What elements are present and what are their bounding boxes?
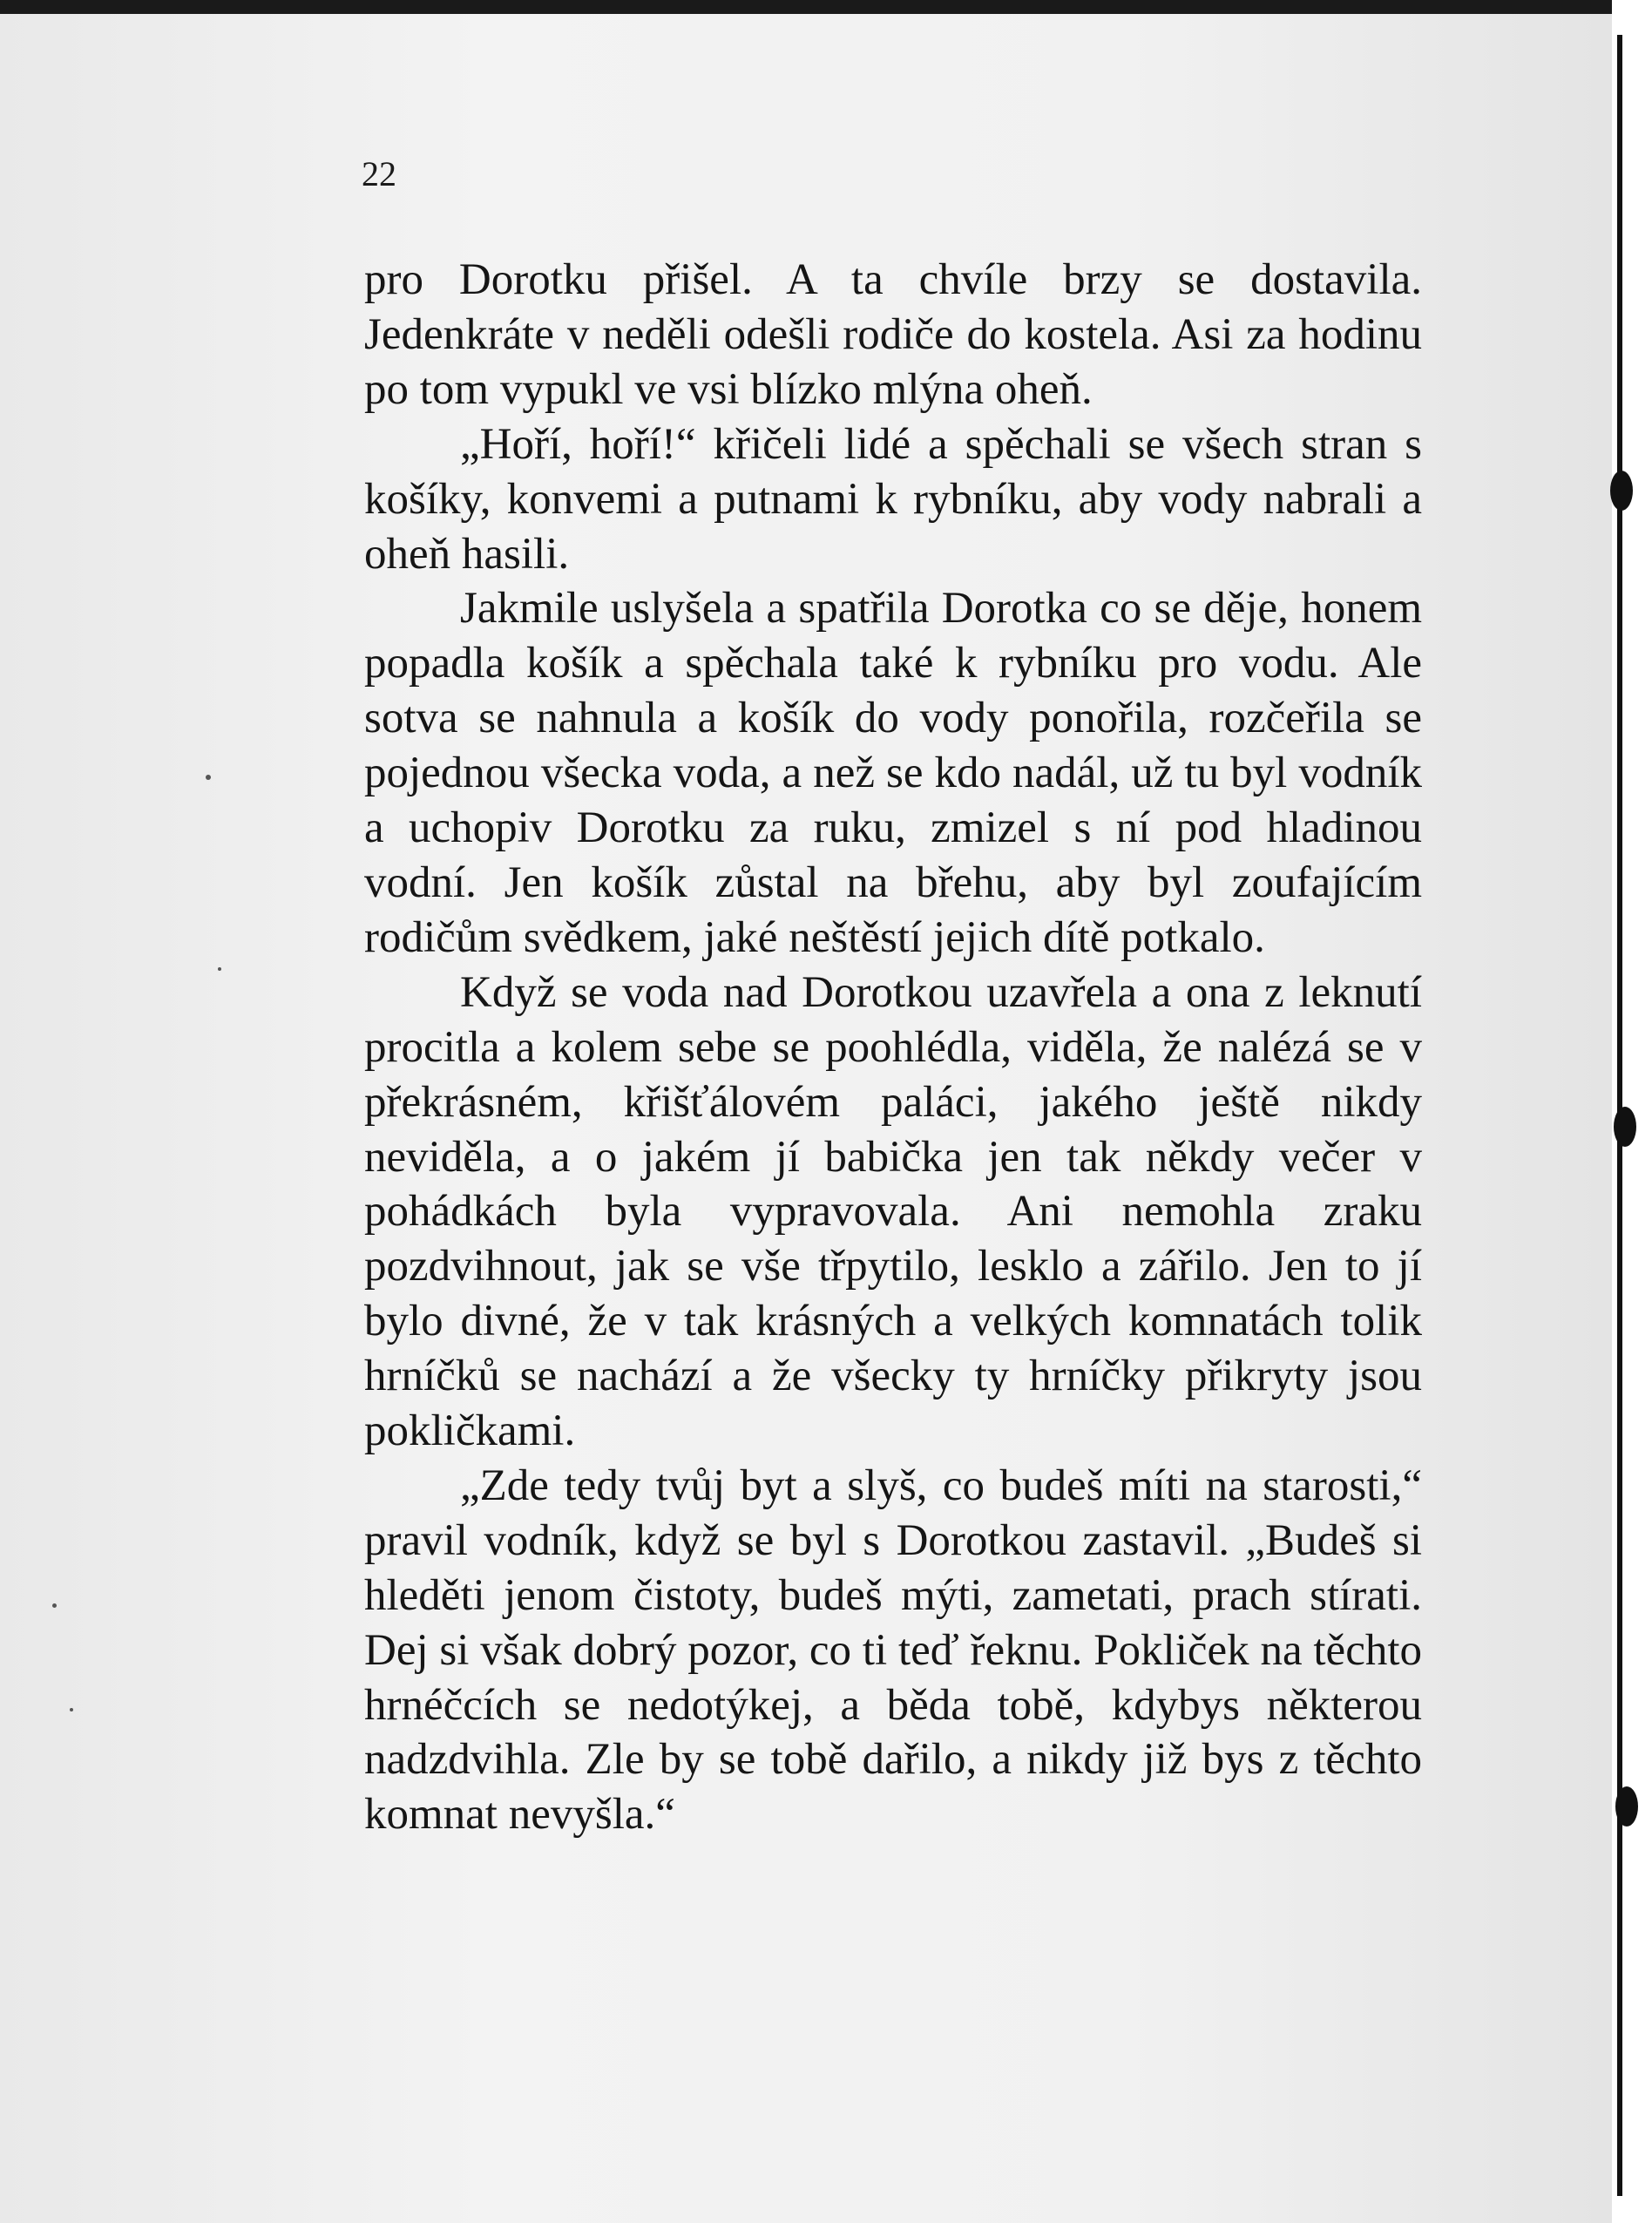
page-number: 22 xyxy=(362,154,396,193)
scan-speck xyxy=(218,967,221,971)
paragraph: „Zde tedy tvůj byt a slyš, co budeš míti na starosti,“ pravil vodník, když se byl s Dorotkou zastavil. „Budeš si hleděti jenom čistoty, budeš mýti, zametati, prach stírati. Dej si však dobrý pozor, co ti teď řeknu. Pokliček na těchto hrnéčcích se nedotýkej, a běda tobě, kdybys některou nadzdvihla. Zle by se tobě dařilo, a nikdy již bys z těchto komnat nevyšla.“ xyxy=(364,1461,1422,1840)
binding-blot xyxy=(1615,1786,1638,1827)
paragraph: Když se voda nad Dorotkou uzavřela a ona z leknutí procitla a kolem sebe se poohlédla, viděla, že nalézá se v překrásném, křišťálovém paláci, jakého ještě nikdy neviděla, a o jakém jí babička jen tak někdy večer v pohádkách byla vypravovala. Ani nemohla zraku pozdvihnout, jak se vše třpytilo, lesklo a zářilo. Jen to jí bylo divné, že v tak krásných a velkých komnatách tolik hrníčků se nachází a že všecky ty hrníčky přikryty jsou pokličkami. xyxy=(364,967,1422,1456)
paragraph: „Hoří, hoří!“ křičeli lidé a spěchali se všech stran s košíky, konvemi a putnami k rybníku, aby vody nabrali a oheň hasili. xyxy=(364,419,1422,579)
scan-speck xyxy=(70,1708,73,1711)
paragraph: pro Dorotku přišel. A ta chvíle brzy se dostavila. Jedenkráte v neděli odešli rodiče do kostela. Asi za hodinu po tom vypukl ve vsi blízko mlýna oheň. xyxy=(364,255,1422,414)
scan-speck xyxy=(52,1603,57,1608)
body-text xyxy=(364,253,1422,1842)
binding-blot xyxy=(1610,471,1633,511)
binding-blot xyxy=(1614,1107,1636,1147)
scan-top-border xyxy=(0,0,1652,14)
paragraph: Jakmile uslyšela a spatřila Dorotka co se děje, honem popadla košík a spěchala také k rybníku pro vodu. Ale sotva se nahnula a košík do vody ponořila, rozčeřila se pojednou všecka voda, a než se kdo nadál, už tu byl vodník a uchopiv Dorotku za ruku, zmizel s ní pod hladinou vodní. Jen košík zůstal na břehu, aby byl zoufajícím rodičům svědkem, jaké neštěstí jejich dítě potkalo. xyxy=(364,584,1422,962)
scan-speck xyxy=(206,775,211,780)
